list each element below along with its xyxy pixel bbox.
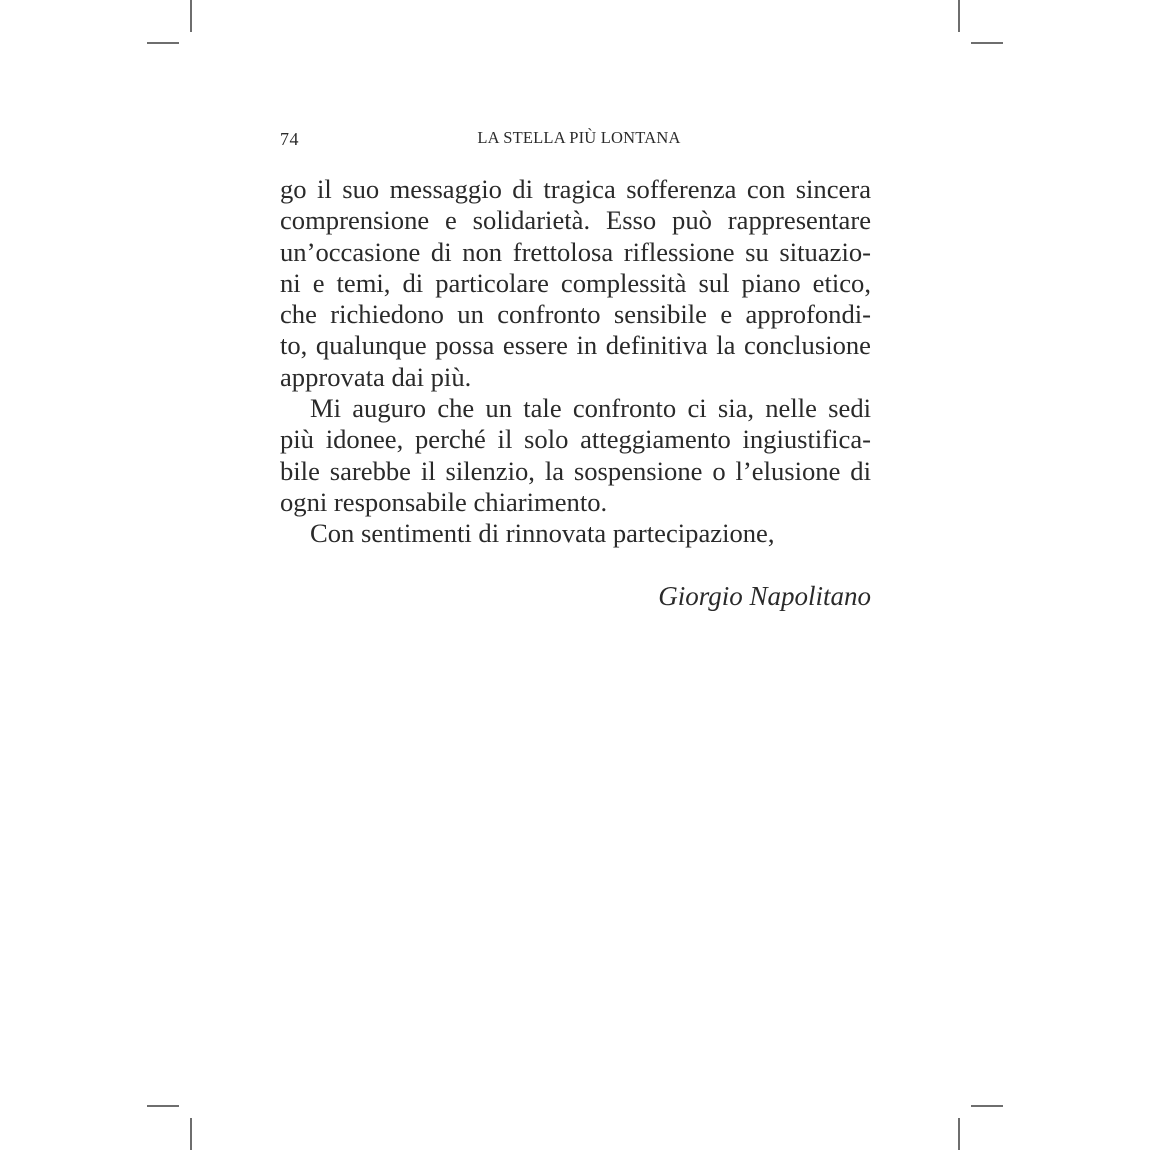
text-line: go il suo messaggio di tragica sofferenza con sincera [280,174,871,204]
crop-mark-top-right-vertical [958,0,960,32]
paragraph [280,518,871,549]
text-line: Con sentimenti di rinnovata partecipazione, [310,518,775,549]
crop-mark-top-right-horizontal [971,42,1003,44]
page-header [280,127,870,151]
text-line: un’occasione di non frettolosa riflessione su situazio- [280,236,871,267]
text-line: to, qualunque possa essere in definitiva la conclusione [280,330,871,361]
running-title: LA STELLA PIÙ LONTANA [477,128,681,147]
text-line: bile sarebbe il silenzio, la sospensione o l’elusione di [280,455,871,486]
crop-mark-bottom-left-horizontal [147,1105,179,1107]
text-line: approvata dai più. [280,361,472,392]
text-line: più idonee, perché il solo atteggiamento ingiustifica- [280,424,871,455]
text-line: ni e temi, di particolare complessità sul piano etico, [280,267,871,298]
body-text [280,174,871,550]
text-line: ogni responsabile chiarimento. [280,486,608,517]
crop-mark-bottom-right-vertical [958,1118,960,1150]
text-line: che richiedono un confronto sensibile e approfondi- [280,299,871,330]
crop-mark-bottom-left-vertical [190,1118,192,1150]
text-line: Mi auguro che un tale confronto ci sia, nelle sedi [310,393,871,424]
signature: Giorgio Napolitano [658,581,871,611]
paragraph [280,174,871,393]
crop-mark-bottom-right-horizontal [971,1105,1003,1107]
crop-mark-top-left-horizontal [147,42,179,44]
paragraph [280,393,871,518]
text-line: comprensione e solidarietà. Esso può rappresentare [280,205,871,236]
crop-mark-top-left-vertical [190,0,192,32]
page-number: 74 [280,129,299,149]
